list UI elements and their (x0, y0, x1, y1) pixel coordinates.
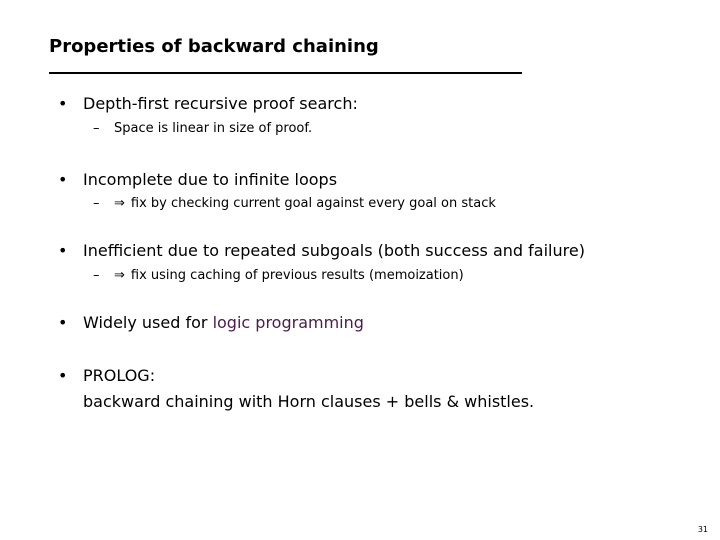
implies-arrow-icon: ⇒ (114, 268, 125, 283)
implies-arrow-icon: ⇒ (114, 196, 125, 211)
bullet-text-prolog-detail: backward chaining with Horn clauses + bells & whistles. (83, 392, 535, 411)
sub-bullet-dash: – (93, 268, 100, 283)
bullet-marker: • (58, 366, 68, 385)
sub-bullet-fix-caching (114, 268, 464, 283)
bullet-marker: • (58, 94, 68, 113)
sub-bullet-text-space: Space is linear in size of proof. (114, 121, 313, 136)
title-underline (49, 72, 522, 74)
bullet-marker: • (58, 313, 68, 332)
logic-programming-link[interactable]: logic programming (212, 313, 364, 332)
bullet-text-widely-used: Widely used for (83, 313, 213, 332)
bullet-marker: • (58, 170, 68, 189)
bullet-marker: • (58, 241, 68, 260)
bullet-text-depth-first: Depth-first recursive proof search: (83, 94, 358, 113)
sub-bullet-dash: – (93, 196, 100, 211)
sub-bullet-text-fix-loops: fix by checking current goal against every goal on stack (130, 196, 496, 211)
sub-bullet-text-fix-caching: fix using caching of previous results (memoization) (130, 268, 464, 283)
bullet-text-incomplete: Incomplete due to infinite loops (83, 170, 338, 189)
bullet-widely-used (83, 313, 364, 332)
slide-title: Properties of backward chaining (49, 36, 379, 57)
sub-bullet-fix-loops (114, 196, 496, 211)
sub-bullet-dash: – (93, 121, 100, 136)
bullet-text-inefficient: Inefficient due to repeated subgoals (both success and failure) (83, 241, 585, 260)
page-number: 31 (697, 525, 708, 534)
bullet-text-prolog: PROLOG: (83, 366, 156, 385)
